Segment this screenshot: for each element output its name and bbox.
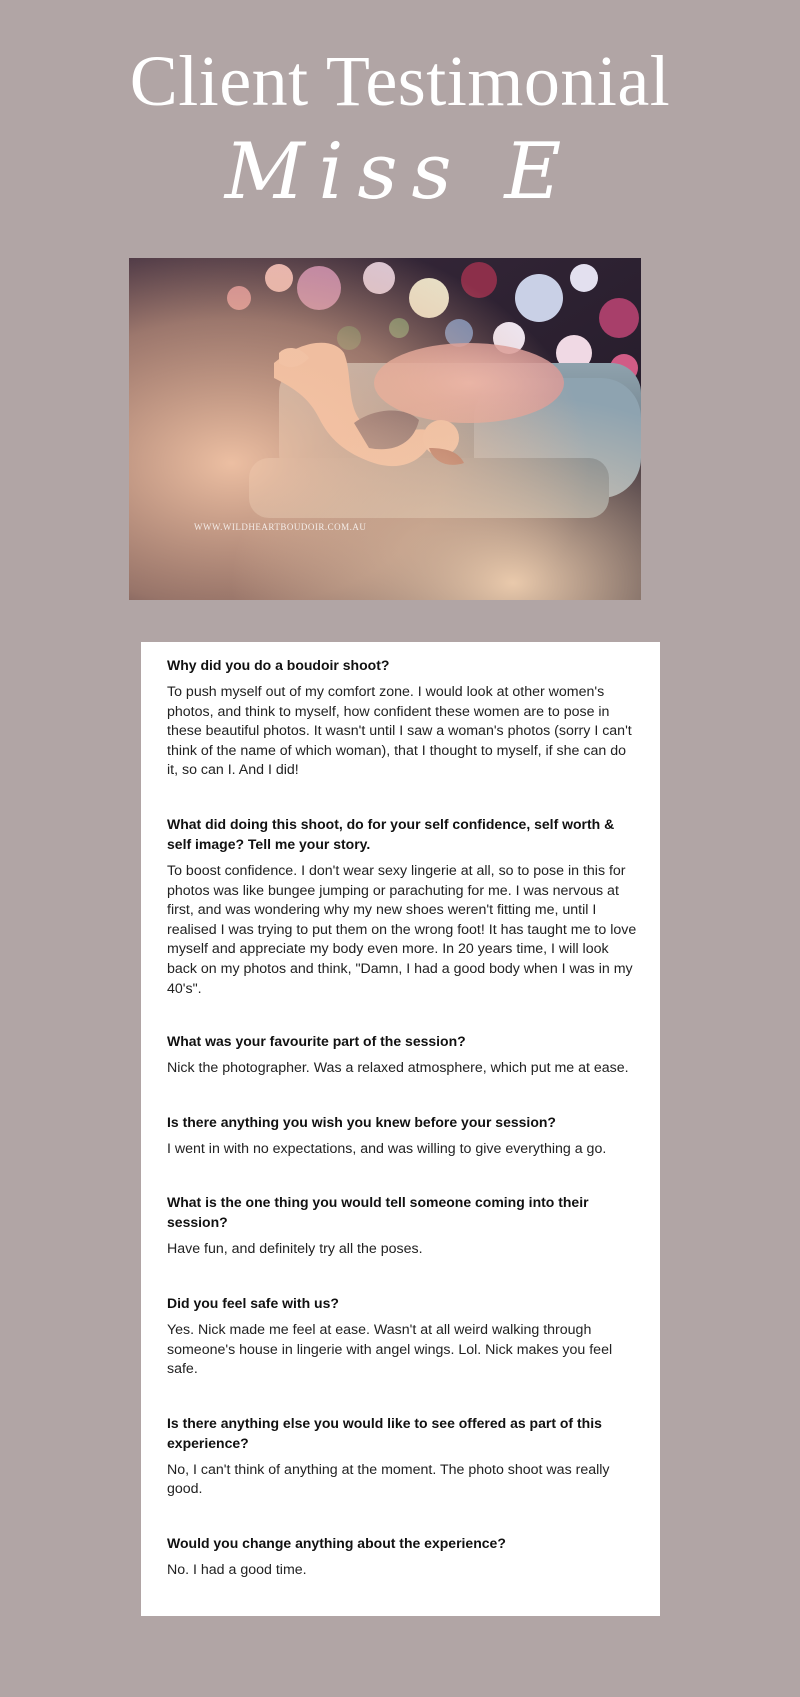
question: Would you change anything about the experience? (167, 1534, 506, 1551)
answer: No. I had a good time. (167, 1561, 307, 1578)
qa-item (167, 814, 638, 999)
answer: To push myself out of my comfort zone. I would look at other women's photos, and think to myself, how confident these women are to pose in these beautiful photos. It wasn't until I saw a woman's photos (sorry I can't think of the name of which woman), that I thought to myself, if she can do it, so can I. And I did! (167, 684, 632, 779)
qa-item (167, 1293, 638, 1380)
qa-item (167, 1413, 638, 1500)
question: Why did you do a boudoir shoot? (167, 657, 390, 673)
answer: To boost confidence. I don't wear sexy lingerie at all, so to pose in this for photos was like bungee jumping or parachuting for me. I was nervous at first, and was wondering why my new shoes weren't fitting me, until I realised I was trying to put them on the wrong foot! It has taught me to love myself and appreciate my body even more. In 20 years time, I will look back on my photos and think, "Damn, I had a good body when I was in my 40's". (167, 862, 637, 997)
qa-item (167, 1112, 638, 1160)
answer: Yes. Nick made me feel at ease. Wasn't at all weird walking through someone's house in lingerie with angel wings. Lol. Nick makes you feel safe. (167, 1321, 613, 1378)
qa-item (167, 1192, 638, 1260)
answer: No, I can't think of anything at the moment. The photo shoot was really good. (167, 1461, 610, 1498)
question: What did doing this shoot, do for your self confidence, self worth & self image? Tell me your story. (167, 815, 615, 852)
question: Is there anything you wish you knew before your session? (167, 1113, 556, 1130)
qa-item (167, 1533, 638, 1581)
answer: Have fun, and definitely try all the poses. (167, 1241, 423, 1258)
qa-item (167, 655, 638, 781)
qa-item (167, 1031, 638, 1079)
page-title: Client Testimonial (129, 41, 671, 121)
client-name: Miss E (224, 127, 576, 217)
question: What was your favourite part of the session? (167, 1033, 466, 1050)
question: What is the one thing you would tell someone coming into their session? (167, 1194, 589, 1231)
testimonial-card (141, 642, 660, 1616)
foreground-haze-bottom (129, 258, 641, 600)
boudoir-photo (129, 258, 641, 600)
question: Did you feel safe with us? (167, 1294, 339, 1311)
answer: Nick the photographer. Was a relaxed atmosphere, which put me at ease. (167, 1060, 629, 1077)
photo-watermark: WWW.WILDHEARTBOUDOIR.COM.AU (194, 522, 367, 532)
answer: I went in with no expectations, and was willing to give everything a go. (167, 1140, 607, 1157)
question: Is there anything else you would like to see offered as part of this experience? (167, 1414, 602, 1451)
